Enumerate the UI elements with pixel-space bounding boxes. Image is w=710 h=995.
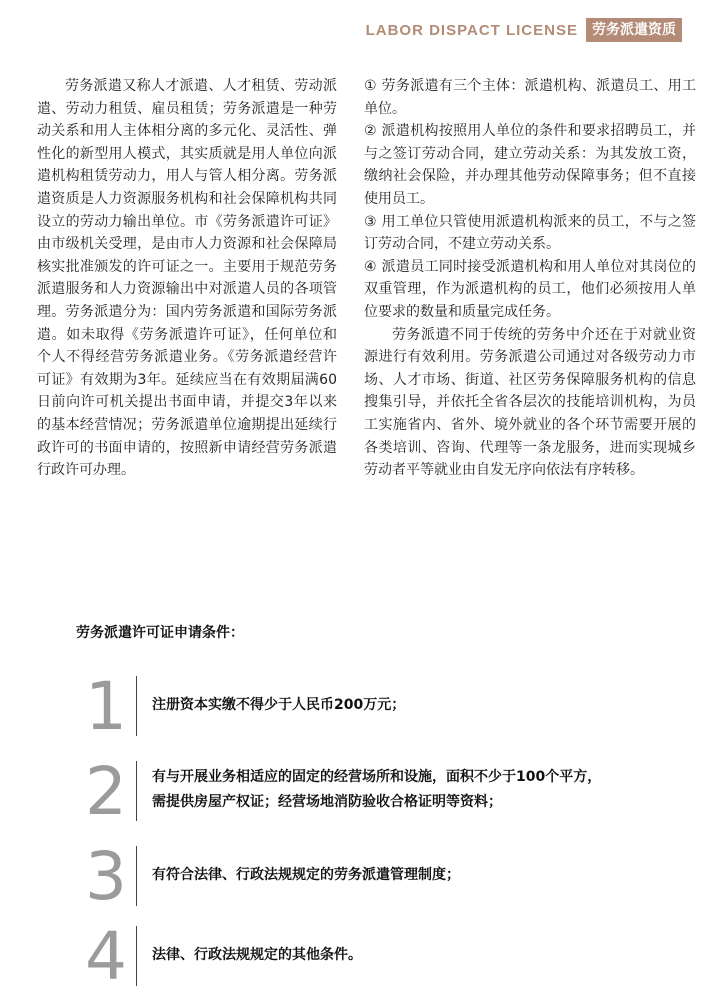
condition-number: 2 (85, 753, 127, 830)
header-title-badge: 劳务派遣资质 (586, 18, 682, 42)
condition-line: 法律、行政法规规定的其他条件。 (152, 946, 362, 963)
left-column (37, 75, 337, 482)
condition-number: 3 (85, 838, 127, 915)
point-item-2: ② 派遣机构按照用人单位的条件和要求招聘员工，并与之签订劳动合同，建立劳动关系：为其发放工资，缴纳社会保险，并办理其他劳动保障事务；但不直接使用员工。 (364, 123, 696, 207)
condition-line: 需提供房屋产权证；经营场地消防验收合格证明等资料； (152, 794, 502, 810)
point-item-3: ③ 用工单位只管使用派遣机构派来的员工，不与之签订劳动合同，不建立劳动关系。 (364, 213, 696, 253)
point-item-1: ① 劳务派遣有三个主体：派遣机构、派遣员工、用工单位。 (364, 78, 696, 117)
condition-line: 有符合法律、行政法规规定的劳务派遣管理制度； (152, 866, 460, 883)
condition-line: 注册资本实缴不得少于人民币200万元； (152, 696, 406, 713)
condition-text (152, 757, 710, 823)
condition-item-1 (74, 668, 704, 745)
right-column (364, 75, 696, 482)
point-item-4: ④ 派遣员工同时接受派遣机构和用人单位对其岗位的双重管理，作为派遣机构的员工，他们必须按用人单位要求的数量和质量完成任务。 (364, 258, 696, 320)
condition-number: 1 (85, 668, 127, 745)
intro-paragraph: 劳务派遣又称人才派遣、人才租赁、劳动派遣、劳动力租赁、雇员租赁；劳务派遣是一种劳动关系和用人主体相分离的多元化、灵活性、弹性化的新型用人模式，其实质就是用人单位向派遣机构租赁劳动力，用人与管人相分离。劳务派遣资质是人力资源服务机构和社会保障机构共同设立的劳动力输出单位。市《劳务派遣许可证》由市级机关受理，是由市人力资源和社会保障局核实批准颁发的许可证之一。主要用于规范劳务派遣服务和人力资源输出中对派遣人员的各项管理。劳务派遣分为：国内劳务派遣和国际劳务派遣。如未取得《劳务派遣许可证》，任何单位和个人不得经营劳务派遣业务。《劳务派遣经营许可证》有效期为3年。延续应当在有效期届满60日前向许可机关提出书面申请，并提交3年以来的基本经营情况；劳务派遣单位逾期提出延续行政许可的书面申请的，按照新申请经营劳务派遣行政许可办理。 (37, 78, 337, 479)
condition-text (152, 922, 710, 988)
condition-divider (136, 926, 137, 986)
condition-divider (136, 676, 137, 736)
difference-paragraph: 劳务派遣不同于传统的劳务中介还在于对就业资源进行有效利用。劳务派遣公司通过对各级劳动力市场、人才市场、街道、社区劳务保障服务机构的信息搜集引导，并依托全省各层次的技能培训机构，为员工实施省内、省外、境外就业的各个环节需要开展的各类培训、咨询、代理等一条龙服务，进而实现城乡劳动者平等就业由自发无序向依法有序转移。 (364, 326, 696, 479)
condition-number: 4 (85, 918, 127, 995)
condition-item-3 (74, 838, 704, 915)
condition-divider (136, 846, 137, 906)
condition-divider (136, 761, 137, 821)
condition-item-4 (74, 918, 704, 995)
header-title-en: LABOR DISPACT LICENSE (365, 21, 578, 39)
page-header (366, 18, 682, 42)
condition-item-2 (74, 753, 704, 830)
condition-text (152, 842, 710, 908)
conditions-title: 劳务派遣许可证申请条件： (76, 625, 244, 641)
condition-text (152, 672, 710, 738)
condition-line: 有与开展业务相适应的固定的经营场所和设施，面积不少于100个平方， (152, 769, 602, 785)
